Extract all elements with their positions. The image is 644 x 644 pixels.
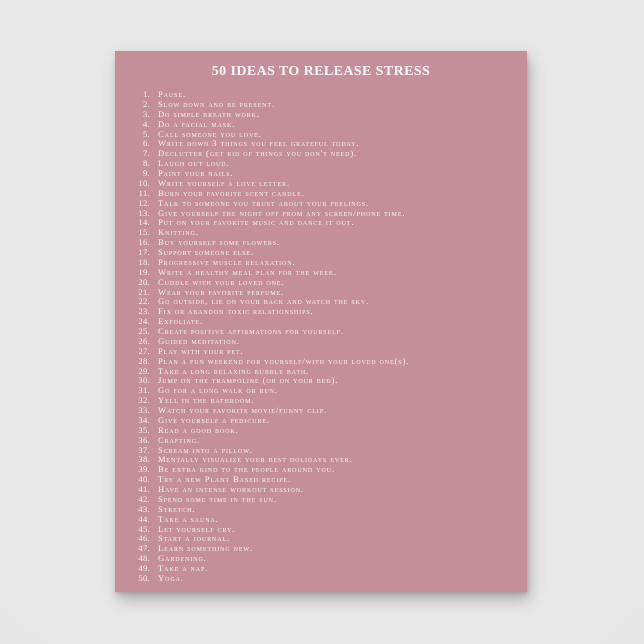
list-item-text: Declutter (get rid of things you don't need). bbox=[158, 148, 358, 159]
list-item-number: 33. bbox=[138, 405, 150, 415]
list-item-text: Create positive affirmations for yourself. bbox=[158, 326, 344, 336]
list-item-text: Burn your favorite scent candle. bbox=[158, 187, 305, 198]
list-item-number: 14. bbox=[138, 217, 150, 228]
list-item-text: Go for a long walk or run. bbox=[158, 385, 278, 396]
list-item-number: 50. bbox=[138, 572, 150, 583]
list-item-text: Watch your favorite movie/funny clip. bbox=[158, 405, 327, 415]
list-item-text: Try a new Plant Based recipe. bbox=[158, 474, 292, 485]
list-item-text: Write yourself a love letter. bbox=[158, 177, 290, 188]
list-item-number: 11. bbox=[138, 187, 150, 198]
list-item-text: Have an intense workout session. bbox=[158, 484, 304, 494]
list-item-number: 16. bbox=[138, 237, 150, 248]
list-item-number: 41. bbox=[138, 484, 150, 494]
list-item-number: 28. bbox=[138, 355, 150, 366]
list-item-text: Slow down and be present. bbox=[158, 98, 276, 109]
list-item-text: Spend some time in the sun. bbox=[158, 493, 277, 504]
list-item-number: 8. bbox=[142, 158, 150, 169]
list-item-number: 22. bbox=[138, 296, 150, 307]
list-item-number: 24. bbox=[138, 316, 150, 327]
list-item-text: Laugh out loud. bbox=[158, 158, 230, 169]
list-item-text: Crafting. bbox=[158, 434, 200, 445]
list-item-number: 9. bbox=[142, 168, 150, 178]
list-item-number: 20. bbox=[138, 276, 150, 287]
list-item-number: 35. bbox=[138, 424, 150, 435]
list-item-text: Cuddle with your loved one. bbox=[158, 276, 285, 287]
list-item-text: Take a long relaxing bubble bath. bbox=[158, 365, 310, 376]
list-item-number: 45. bbox=[138, 523, 150, 534]
list-item-number: 15. bbox=[138, 227, 150, 238]
list-item-text: Play with your pet. bbox=[158, 345, 244, 356]
list-item-number: 38. bbox=[138, 454, 150, 465]
list-item-number: 4. bbox=[142, 118, 150, 129]
list-item-number: 17. bbox=[138, 247, 150, 257]
list-item-text: Stretch. bbox=[158, 503, 196, 514]
list-item-text: Yell in the bathroom. bbox=[158, 395, 255, 406]
list-item-text: Write down 3 things you feel grateful today. bbox=[158, 138, 360, 149]
list-item-number: 2. bbox=[142, 98, 150, 109]
list-item-text: Start a journal. bbox=[158, 533, 231, 544]
list-item-text: Take a sauna. bbox=[158, 513, 219, 524]
list-item-text: Be extra kind to the people around you. bbox=[158, 464, 335, 475]
list-item-text: Let yourself cry. bbox=[158, 523, 236, 534]
list-item-number: 10. bbox=[138, 177, 150, 188]
list-item-text: Gardening. bbox=[158, 553, 207, 564]
list-item-text: Fix or abandon toxic relationships. bbox=[158, 306, 314, 317]
list-item-text: Jump on the trampoline (or on your bed). bbox=[158, 375, 339, 386]
list-item-text: Go outside, lie on your back and watch the sky. bbox=[158, 296, 370, 307]
stress-ideas-poster bbox=[115, 51, 527, 592]
list-item-number: 32. bbox=[138, 395, 150, 406]
list-item-number: 48. bbox=[138, 553, 150, 564]
list-item-text: Put on your favorite music and dance it out. bbox=[158, 217, 355, 228]
list-item-text: Progressive muscle relaxation. bbox=[158, 256, 296, 267]
list-item-text: Knitting. bbox=[158, 227, 199, 238]
list-item-number: 18. bbox=[138, 256, 150, 267]
poster-title: 50 IDEAS TO RELEASE STRESS bbox=[211, 64, 431, 79]
list-item-text: Paint your nails. bbox=[158, 168, 234, 178]
list-item-text: Learn something new. bbox=[158, 543, 254, 554]
list-item bbox=[128, 574, 527, 584]
list-item-number: 6. bbox=[142, 138, 150, 149]
list-item-number: 39. bbox=[138, 464, 150, 475]
list-item-number: 26. bbox=[138, 335, 150, 346]
list-item-number: 31. bbox=[138, 385, 150, 396]
list-item-text: Exfoliate. bbox=[158, 316, 204, 327]
list-item-number: 40. bbox=[138, 474, 150, 485]
list-item-number: 1. bbox=[142, 89, 150, 99]
list-item-number: 36. bbox=[138, 434, 150, 445]
list-item-text: Give yourself the night off from any screen/phone time. bbox=[158, 207, 406, 218]
list-item-number: 34. bbox=[138, 414, 150, 425]
list-item-text: Mentally visualize your best holidays ever. bbox=[158, 454, 353, 465]
list-item-number: 27. bbox=[138, 345, 150, 356]
list-item-number: 46. bbox=[138, 533, 150, 544]
list-item-text: Call someone you love. bbox=[158, 128, 262, 139]
list-item-text: Wear your favorite perfume. bbox=[158, 286, 285, 297]
list-item-text: Yoga. bbox=[158, 572, 184, 583]
list-item-number: 49. bbox=[138, 563, 150, 573]
list-item-number: 13. bbox=[138, 207, 150, 218]
list-item-text: Take a nap. bbox=[158, 563, 209, 573]
list-item-text: Give yourself a pedicure. bbox=[158, 414, 270, 425]
list-item-number: 19. bbox=[138, 266, 150, 277]
list-item-text: Scream into a pillow. bbox=[158, 444, 253, 455]
list-item-number: 21. bbox=[138, 286, 150, 297]
list-item-text: Support someone else. bbox=[158, 247, 255, 257]
list-item-text: Read a good book. bbox=[158, 424, 239, 435]
list-item-number: 47. bbox=[138, 543, 150, 554]
list-item-text: Pause. bbox=[158, 89, 186, 99]
list-item-text: Guided meditation. bbox=[158, 335, 240, 346]
list-item-number: 7. bbox=[142, 148, 150, 159]
ideas-list bbox=[115, 90, 527, 584]
list-item-number: 5. bbox=[142, 128, 150, 139]
list-item-number: 23. bbox=[138, 306, 150, 317]
list-item-number: 29. bbox=[138, 365, 150, 376]
list-item-text: Plan a fun weekend for yourself/with your loved one(s). bbox=[158, 355, 410, 366]
list-item-text: Do a facial mask. bbox=[158, 118, 236, 129]
list-item-text: Talk to someone you trust about your feelings. bbox=[158, 197, 370, 208]
list-item-number: 43. bbox=[138, 503, 150, 514]
list-item-number: 44. bbox=[138, 513, 150, 524]
list-item-number: 37. bbox=[138, 444, 150, 455]
list-item-text: Buy yourself some flowers. bbox=[158, 237, 281, 248]
list-item-number: 42. bbox=[138, 493, 150, 504]
list-item-number: 25. bbox=[138, 326, 150, 336]
list-item-number: 30. bbox=[138, 375, 150, 386]
list-item-text: Do simple breath work. bbox=[158, 108, 260, 119]
list-item-text: Write a healthy meal plan for the week. bbox=[158, 266, 338, 277]
list-item-number: 12. bbox=[138, 197, 150, 208]
list-item-number: 3. bbox=[142, 108, 150, 119]
list-item bbox=[128, 564, 527, 574]
